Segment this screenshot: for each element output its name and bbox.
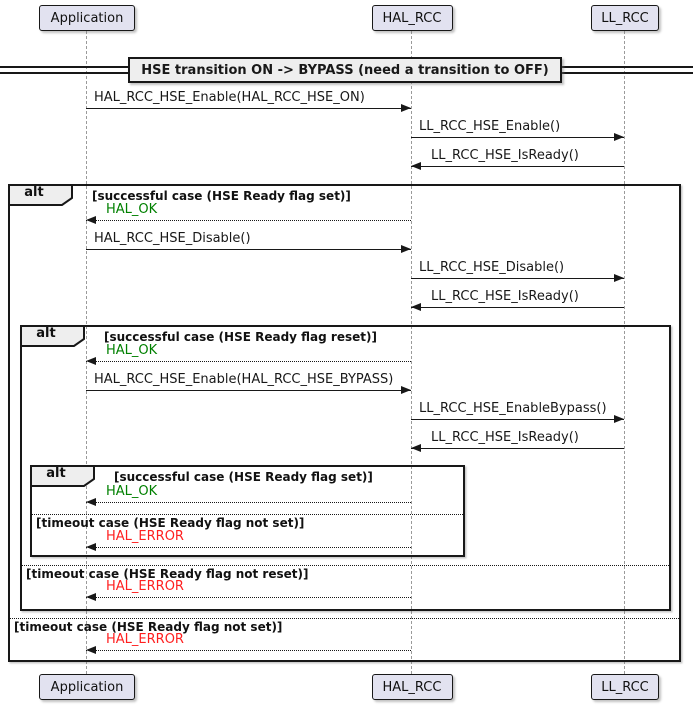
alt-else-label: [timeout case (HSE Ready flag not reset)]	[26, 567, 309, 581]
message-label: HAL_ERROR	[106, 529, 184, 544]
alt-else-label: [timeout case (HSE Ready flag not set)]	[36, 516, 305, 530]
alt-operator-label: alt	[24, 185, 44, 200]
message-line	[411, 166, 624, 167]
message-label: HAL_ERROR	[106, 579, 184, 594]
arrow-head-icon	[86, 543, 96, 551]
message-line	[411, 419, 624, 420]
message-label: HAL_OK	[106, 202, 158, 217]
arrow-head-icon	[86, 593, 96, 601]
alt-condition-label: [successful case (HSE Ready flag set)]	[114, 470, 373, 484]
message-label: HAL_RCC_HSE_Disable()	[94, 231, 251, 246]
participant-box-hal_rcc-top: HAL_RCC	[372, 5, 453, 31]
arrow-head-icon	[86, 646, 96, 654]
message-label: LL_RCC_HSE_IsReady()	[431, 289, 579, 304]
participant-box-hal_rcc-bottom: HAL_RCC	[372, 674, 453, 700]
arrow-head-icon	[86, 357, 96, 365]
alt-condition-label: [successful case (HSE Ready flag reset)]	[104, 330, 377, 344]
message-line	[86, 502, 411, 503]
arrow-head-icon	[614, 274, 624, 282]
arrow-head-icon	[411, 162, 421, 170]
arrow-head-icon	[401, 245, 411, 253]
diagram-title: HSE transition ON -> BYPASS (need a transition to OFF)	[128, 57, 562, 83]
alt-operator-tab	[20, 325, 86, 352]
message-label: HAL_RCC_HSE_Enable(HAL_RCC_HSE_BYPASS)	[94, 372, 394, 387]
message-line	[411, 278, 624, 279]
message-label: HAL_RCC_HSE_Enable(HAL_RCC_HSE_ON)	[94, 90, 365, 105]
message-line	[86, 108, 411, 109]
alt-operator-tab	[30, 465, 96, 492]
alt-operator-tab	[8, 184, 74, 211]
message-line	[86, 597, 411, 598]
participant-box-application-bottom: Application	[39, 674, 135, 700]
message-label: LL_RCC_HSE_IsReady()	[431, 430, 579, 445]
message-line	[86, 249, 411, 250]
alt-operator-label: alt	[46, 466, 66, 481]
alt-else-divider	[32, 514, 463, 515]
arrow-head-icon	[614, 415, 624, 423]
arrow-head-icon	[614, 133, 624, 141]
message-label: HAL_OK	[106, 343, 158, 358]
participant-box-ll_rcc-top: LL_RCC	[591, 5, 659, 31]
arrow-head-icon	[411, 303, 421, 311]
alt-else-divider	[22, 565, 669, 566]
message-label: LL_RCC_HSE_IsReady()	[431, 148, 579, 163]
message-line	[411, 448, 624, 449]
alt-else-divider	[10, 618, 679, 619]
message-label: HAL_ERROR	[106, 632, 184, 647]
alt-else-label: [timeout case (HSE Ready flag not set)]	[14, 620, 283, 634]
alt-condition-label: [successful case (HSE Ready flag set)]	[92, 189, 351, 203]
arrow-head-icon	[401, 104, 411, 112]
participant-box-ll_rcc-bottom: LL_RCC	[591, 674, 659, 700]
message-line	[86, 390, 411, 391]
message-label: LL_RCC_HSE_EnableBypass()	[419, 401, 607, 416]
message-line	[86, 361, 411, 362]
message-line	[411, 307, 624, 308]
message-line	[86, 220, 411, 221]
participant-box-application-top: Application	[39, 5, 135, 31]
message-label: LL_RCC_HSE_Disable()	[419, 260, 565, 275]
message-line	[86, 547, 411, 548]
message-line	[411, 137, 624, 138]
message-label: LL_RCC_HSE_Enable()	[419, 119, 561, 134]
message-label: HAL_OK	[106, 484, 158, 499]
arrow-head-icon	[401, 386, 411, 394]
arrow-head-icon	[86, 498, 96, 506]
alt-operator-label: alt	[36, 326, 56, 341]
arrow-head-icon	[86, 216, 96, 224]
arrow-head-icon	[411, 444, 421, 452]
message-line	[86, 650, 411, 651]
